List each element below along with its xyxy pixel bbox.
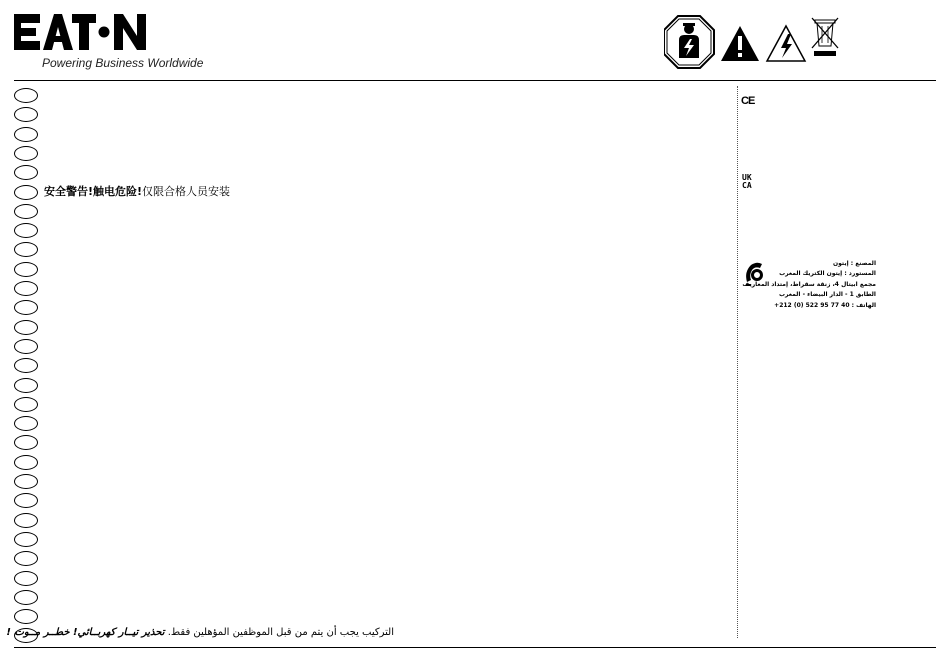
language-marker-circle <box>14 397 38 412</box>
language-marker-circle <box>14 416 38 431</box>
importer-line: المصنع : إيتون <box>832 260 876 267</box>
language-marker-circle <box>14 532 38 547</box>
language-marker-circle <box>14 165 38 180</box>
language-marker-circle <box>14 551 38 566</box>
language-marker-circle <box>14 281 38 296</box>
language-marker-circle <box>14 320 38 335</box>
language-marker-circle <box>14 590 38 605</box>
column-divider <box>737 86 738 638</box>
language-marker-circle <box>14 262 38 277</box>
language-marker-circle <box>14 204 38 219</box>
safety-symbols <box>664 14 844 70</box>
language-marker-circle <box>14 571 38 586</box>
warning-triangle-icon <box>721 26 759 61</box>
language-marker-circle <box>14 435 38 450</box>
language-marker-circle <box>14 378 38 393</box>
ukca-line-1: UK <box>742 173 752 182</box>
importer-address <box>742 259 876 311</box>
language-marker-circle <box>14 242 38 257</box>
arabic-warning-text: التركيب يجب أن يتم من قبل الموظفين المؤهلين فقط. <box>167 627 394 638</box>
chinese-safety-warning <box>44 185 230 199</box>
chinese-warning-bold: 安全警告!触电危险! <box>44 185 143 198</box>
arabic-warning-bold: تحذير تيــار كهربــائي! خطــر مــوت ! <box>6 627 165 638</box>
language-marker-circle <box>14 146 38 161</box>
language-marker-column <box>14 88 42 642</box>
language-marker-circle <box>14 358 38 373</box>
language-marker-circle <box>14 513 38 528</box>
language-marker-circle <box>14 107 38 122</box>
language-marker-circle <box>14 339 38 354</box>
language-marker-circle <box>14 493 38 508</box>
language-marker-circle <box>14 609 38 624</box>
importer-line: مجمع ابيتال 4، زنقة سقراط، إمتداد المعاريف <box>742 280 876 288</box>
language-marker-circle <box>14 88 38 103</box>
qualified-electrician-icon <box>664 16 714 68</box>
language-marker-circle <box>14 300 38 315</box>
language-marker-circle <box>14 185 38 200</box>
eaton-logo-graphic <box>14 14 148 54</box>
language-marker-circle <box>14 223 38 238</box>
language-marker-circle <box>14 127 38 142</box>
language-marker-circle <box>14 474 38 489</box>
footer-divider <box>14 647 936 648</box>
importer-line: الطابق 1 - الدار البيضاء - المغرب <box>779 291 876 299</box>
electric-shock-hazard-icon <box>767 26 805 61</box>
language-marker-circle <box>14 455 38 470</box>
weee-crossed-bin-icon <box>812 18 838 56</box>
ukca-mark <box>742 174 756 190</box>
chinese-warning-text: 仅限合格人员安装 <box>142 185 231 198</box>
logo-tagline: Powering Business Worldwide <box>42 56 204 70</box>
ukca-line-2: CA <box>742 181 752 190</box>
header-divider <box>14 80 936 81</box>
importer-line: المستورد : إيتون الكتريك المغرب <box>779 270 876 278</box>
ce-mark: CE <box>741 95 755 107</box>
arabic-safety-warning <box>6 626 394 639</box>
importer-line: الهاتف : 40 77 95 522 (0) 212+ <box>774 301 876 309</box>
